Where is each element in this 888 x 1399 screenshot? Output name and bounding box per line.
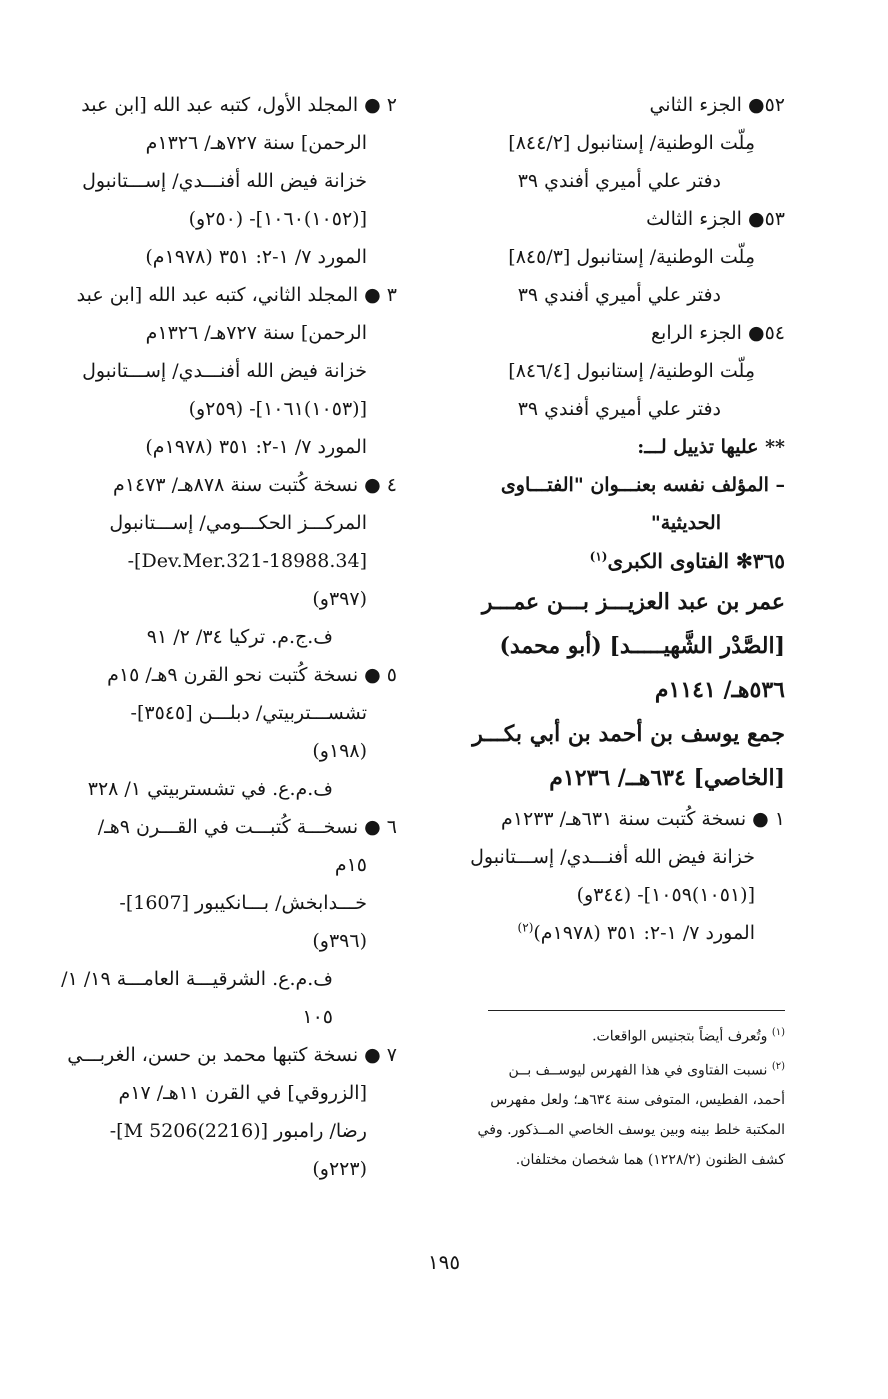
author-dates: ٥٣٦هـ/ ١١٤١م bbox=[654, 677, 785, 703]
author-line-1: عمر بن عبد العزيـــز بـــن عمـــر bbox=[481, 589, 785, 615]
entry-54 bbox=[440, 314, 785, 428]
manuscript-2-line-1: ٢ ● المجلد الأول، كتبه عبد الله [ابن عبد bbox=[81, 94, 397, 116]
manuscript-5-line-2: تشســـتربيتي/ دبلـــن [٣٥٤٥]- bbox=[130, 702, 367, 724]
compiler-line-1: جمع يوسف بن أحمد بن أبي بكـــر bbox=[472, 721, 785, 747]
manuscript-4-line-1: ٤ ● نسخة كُتبت سنة ٨٧٨هـ/ ١٤٧٣م bbox=[113, 474, 397, 496]
entry-53-reference: دفتر علي أميري أفندي ٣٩ bbox=[517, 284, 721, 306]
manuscript-3-line-5: المورد ٧/ ١-٢: ٣٥١ (١٩٧٨م) bbox=[145, 436, 367, 458]
entry-365-title bbox=[440, 542, 785, 580]
footnotes bbox=[440, 1018, 785, 1175]
manuscript-2-line-2: الرحمن] سنة ٧٢٧هـ/ ١٣٢٦م bbox=[145, 132, 367, 154]
manuscript-5-line-3: (١٩٨و) bbox=[312, 740, 367, 762]
footnote-1-line bbox=[440, 1018, 785, 1052]
footnote-divider bbox=[488, 1010, 785, 1011]
appendix-line-1: – المؤلف نفسه بعنـــوان "الفتـــاوى bbox=[500, 474, 785, 496]
manuscript-2-line-3: خزانة فيض الله أفنـــدي/ إســـتانبول bbox=[82, 170, 367, 192]
footnote-2-line-1 bbox=[440, 1052, 785, 1086]
entry-53 bbox=[440, 200, 785, 314]
manuscript-7-line-2: [الزروقي] في القرن ١١هـ/ ١٧م bbox=[118, 1082, 367, 1104]
manuscript-2-line-5: المورد ٧/ ١-٢: ٣٥١ (١٩٧٨م) bbox=[145, 246, 367, 268]
page-number: ١٩٥ bbox=[427, 1250, 461, 1274]
manuscript-1-line-3: [(١٠٥١)١٠٥٩]- (٣٤٤و) bbox=[576, 884, 755, 906]
manuscript-4-line-3: [34.Dev.Mer.321-18988]- bbox=[127, 550, 367, 572]
manuscript-3-line-1: ٣ ● المجلد الثاني، كتبه عبد الله [ابن عبد bbox=[76, 284, 397, 306]
manuscript-4-line-2: المركـــز الحكـــومي/ إســـتانبول bbox=[109, 512, 367, 534]
footnote-ref-2: (٢) bbox=[517, 920, 534, 935]
entry-54-library: مِلّت الوطنية/ إستانبول [٨٤٦/٤] bbox=[508, 360, 755, 382]
manuscript-3-line-2: الرحمن] سنة ٧٢٧هـ/ ١٣٢٦م bbox=[145, 322, 367, 344]
entry-52-library: مِلّت الوطنية/ إستانبول [٨٤٤/٢] bbox=[508, 132, 755, 154]
manuscript-1-line-4 bbox=[440, 914, 785, 952]
footnote-1 bbox=[440, 1018, 785, 1052]
manuscript-2-line-4: [(١٠٥٢)١٠٦٠]- (٢٥٠و) bbox=[188, 208, 367, 230]
footnote-1-number: (١) bbox=[771, 1027, 785, 1038]
manuscript-6-line-2: ١٥م bbox=[334, 854, 367, 876]
footnote-2-number: (٢) bbox=[771, 1060, 785, 1072]
manuscript-6-line-6: ١٠٥ bbox=[302, 1006, 333, 1028]
manuscript-4-line-4: (٣٩٧و) bbox=[312, 588, 367, 610]
manuscript-4-line-5: ف.ج.م. تركيا ٣٤/ ٢/ ٩١ bbox=[146, 626, 333, 648]
manuscript-7 bbox=[45, 1036, 397, 1188]
author-line-2: [الصَّدْر الشَّهيـــــد] (أبو محمد) bbox=[499, 633, 785, 659]
manuscript-3-line-3: خزانة فيض الله أفنـــدي/ إســـتانبول bbox=[82, 360, 367, 382]
manuscript-2 bbox=[45, 86, 397, 276]
manuscript-1 bbox=[440, 800, 785, 952]
footnote-ref-1: (١) bbox=[589, 549, 608, 564]
manuscript-6-line-3: خـــدابخش/ بـــانكيبور [1607]- bbox=[119, 892, 367, 914]
manuscript-5 bbox=[45, 656, 397, 808]
entry-52-heading: ٥٢● الجزء الثاني bbox=[649, 94, 785, 116]
entry-53-heading: ٥٣● الجزء الثالث bbox=[646, 208, 785, 230]
manuscript-7-line-3: رضا/ رامبور [M 5206(2216)]- bbox=[109, 1120, 367, 1142]
manuscript-6-line-1: ٦ ● نسخـــة كُتبـــت في القـــرن ٩هـ/ bbox=[97, 816, 397, 838]
footnote-2-line-4: كشف الظنون (١٢٢٨/٢) هما شخصان مختلفان. bbox=[515, 1152, 785, 1169]
manuscript-6-line-5: ف.م.ع. الشرقيـــة العامـــة ١٩/ ١/ bbox=[61, 968, 333, 990]
manuscript-7-line-4: (٢٢٣و) bbox=[312, 1158, 367, 1180]
manuscript-5-line-1: ٥ ● نسخة كُتبت نحو القرن ٩هـ/ ١٥م bbox=[107, 664, 397, 686]
manuscript-5-line-4: ف.م.ع. في تشستربيتي ١/ ٣٢٨ bbox=[87, 778, 333, 800]
entry-52 bbox=[440, 86, 785, 200]
manuscript-1-line-2: خزانة فيض الله أفنـــدي/ إســـتانبول bbox=[470, 846, 755, 868]
entry-365-title-text: ٣٦٥✻ الفتاوى الكبرى bbox=[607, 549, 785, 573]
left-column bbox=[45, 86, 397, 1188]
manuscript-6 bbox=[45, 808, 397, 1036]
manuscript-1-line-1: ١ ● نسخة كُتبت سنة ٦٣١هـ/ ١٢٣٣م bbox=[501, 808, 785, 830]
appendix-line-2: الحديثية" bbox=[650, 512, 721, 534]
manuscript-7-line-1: ٧ ● نسخة كتبها محمد بن حسن، الغربـــي bbox=[67, 1044, 397, 1066]
entry-54-reference: دفتر علي أميري أفندي ٣٩ bbox=[517, 398, 721, 420]
manuscript-4 bbox=[45, 466, 397, 656]
compiler-line-2: [الخاصي] ٦٣٤هــ/ ١٢٣٦م bbox=[549, 765, 785, 791]
entry-54-heading: ٥٤● الجزء الرابع bbox=[650, 322, 785, 344]
right-column bbox=[440, 86, 785, 952]
entry-52-reference: دفتر علي أميري أفندي ٣٩ bbox=[517, 170, 721, 192]
manuscript-6-line-4: (٣٩٦و) bbox=[312, 930, 367, 952]
footnote-2-line-3: المكتبة خلط بينه وبين يوسف الخاصي المــذكور. وفي bbox=[477, 1122, 785, 1139]
footnote-2-line-2: أحمد، الفطيس، المتوفى سنة ٦٣٤هـ؛ ولعل مفهرس bbox=[490, 1092, 785, 1109]
manuscript-3-line-4: [(١٠٥٣)١٠٦١]- (٢٥٩و) bbox=[188, 398, 367, 420]
manuscript-3 bbox=[45, 276, 397, 466]
manuscript-1-reference: المورد ٧/ ١-٢: ٣٥١ (١٩٧٨م) bbox=[533, 922, 755, 944]
footnote-1-text: وتُعرف أيضاً بتجنيس الواقعات. bbox=[592, 1028, 768, 1045]
footnote-2-text-1: نسبت الفتاوى في هذا الفهرس ليوســف بــن bbox=[508, 1062, 768, 1079]
appendix-heading: ** عليها تذييل لـــ: bbox=[637, 436, 785, 458]
entry-53-library: مِلّت الوطنية/ إستانبول [٨٤٥/٣] bbox=[508, 246, 755, 268]
footnote-2 bbox=[440, 1052, 785, 1176]
